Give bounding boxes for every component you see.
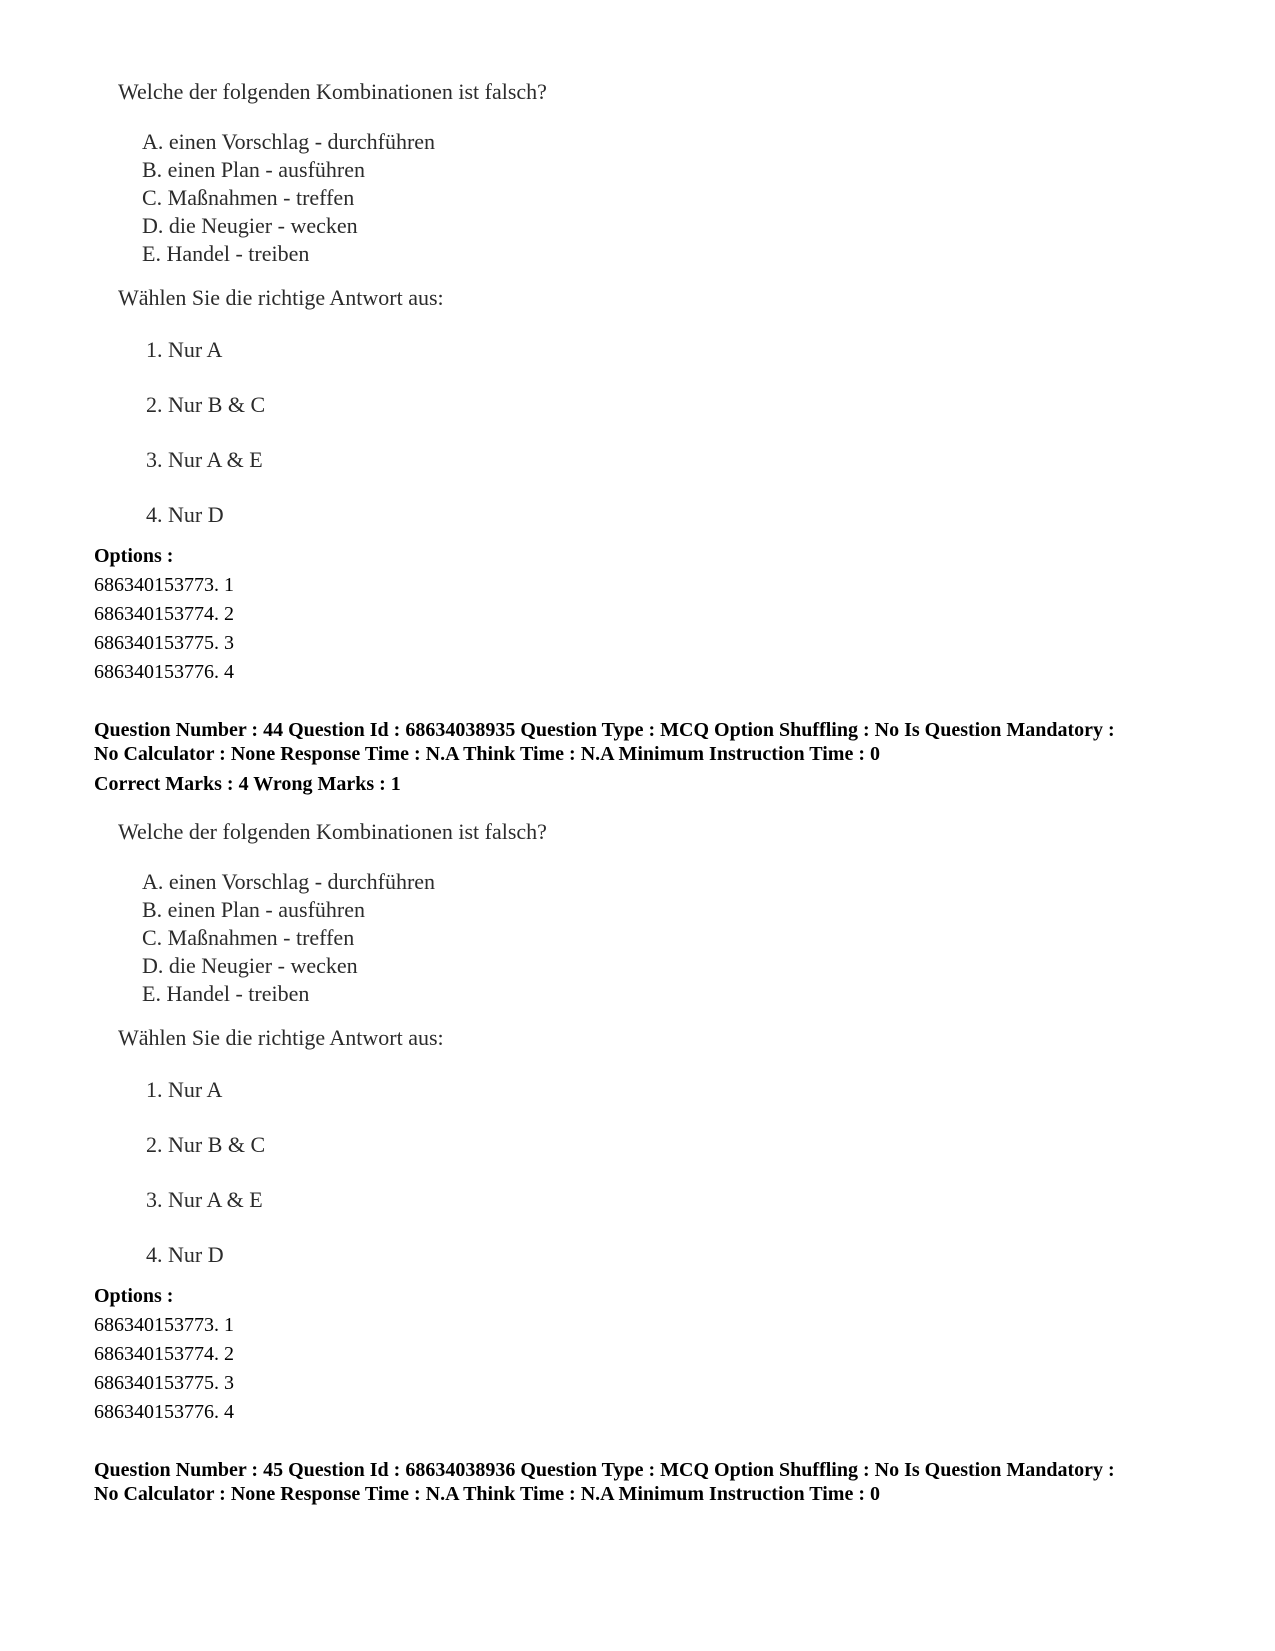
answer-choice-2: 2. Nur B & C bbox=[146, 1132, 266, 1157]
combination-item-a: A. einen Vorschlag - durchführen bbox=[142, 869, 436, 894]
combination-item-d: D. die Neugier - wecken bbox=[142, 953, 358, 978]
question-45-meta bbox=[94, 1458, 1115, 1506]
answer-choice-3: 3. Nur A & E bbox=[146, 447, 263, 472]
combination-item-e: E. Handel - treiben bbox=[142, 241, 310, 266]
answer-choice-1: 1. Nur A bbox=[146, 337, 223, 362]
answer-list bbox=[146, 336, 265, 556]
answer-instruction: Wählen Sie die richtige Antwort aus: bbox=[118, 285, 444, 310]
options-label: Options : bbox=[94, 545, 174, 567]
option-id-2: 686340153774. 2 bbox=[94, 603, 234, 625]
option-id-4: 686340153776. 4 bbox=[94, 661, 234, 683]
combination-list bbox=[142, 868, 435, 1008]
combination-item-d: D. die Neugier - wecken bbox=[142, 213, 358, 238]
option-id-4: 686340153776. 4 bbox=[94, 1401, 234, 1423]
options-list bbox=[94, 571, 234, 687]
answer-instruction: Wählen Sie die richtige Antwort aus: bbox=[118, 1025, 444, 1050]
combination-item-b: B. einen Plan - ausführen bbox=[142, 157, 365, 182]
option-id-3: 686340153775. 3 bbox=[94, 1372, 234, 1394]
combination-list bbox=[142, 128, 435, 268]
question-meta-line-1: Question Number : 45 Question Id : 68634038936 Question Type : MCQ Option Shuffling : No Is Question Mandatory : bbox=[94, 1459, 1115, 1481]
question-meta-line-1: Question Number : 44 Question Id : 68634038935 Question Type : MCQ Option Shuffling : No Is Question Mandatory : bbox=[94, 719, 1115, 741]
combination-item-c: C. Maßnahmen - treffen bbox=[142, 925, 355, 950]
option-id-2: 686340153774. 2 bbox=[94, 1343, 234, 1365]
options-section bbox=[94, 1282, 234, 1427]
question-stem: Welche der folgenden Kombinationen ist falsch? bbox=[118, 79, 547, 104]
options-label: Options : bbox=[94, 1285, 174, 1307]
answer-choice-4: 4. Nur D bbox=[146, 1242, 224, 1267]
question-meta-line-2: No Calculator : None Response Time : N.A Think Time : N.A Minimum Instruction Time : 0 bbox=[94, 743, 880, 765]
answer-choice-1: 1. Nur A bbox=[146, 1077, 223, 1102]
question-meta-line-2: No Calculator : None Response Time : N.A Think Time : N.A Minimum Instruction Time : 0 bbox=[94, 1483, 880, 1505]
question-43-content bbox=[118, 78, 547, 527]
options-list bbox=[94, 1311, 234, 1427]
option-id-3: 686340153775. 3 bbox=[94, 632, 234, 654]
combination-item-b: B. einen Plan - ausführen bbox=[142, 897, 365, 922]
answer-list bbox=[146, 1076, 265, 1296]
options-section bbox=[94, 542, 234, 687]
option-id-1: 686340153773. 1 bbox=[94, 574, 234, 596]
question-stem: Welche der folgenden Kombinationen ist falsch? bbox=[118, 819, 547, 844]
combination-item-a: A. einen Vorschlag - durchführen bbox=[142, 129, 436, 154]
answer-choice-2: 2. Nur B & C bbox=[146, 392, 266, 417]
question-marks: Correct Marks : 4 Wrong Marks : 1 bbox=[94, 773, 401, 795]
combination-item-e: E. Handel - treiben bbox=[142, 981, 310, 1006]
combination-item-c: C. Maßnahmen - treffen bbox=[142, 185, 355, 210]
option-id-1: 686340153773. 1 bbox=[94, 1314, 234, 1336]
answer-choice-3: 3. Nur A & E bbox=[146, 1187, 263, 1212]
question-44-meta bbox=[94, 718, 1115, 799]
question-44-content bbox=[118, 818, 547, 1267]
answer-choice-4: 4. Nur D bbox=[146, 502, 224, 527]
